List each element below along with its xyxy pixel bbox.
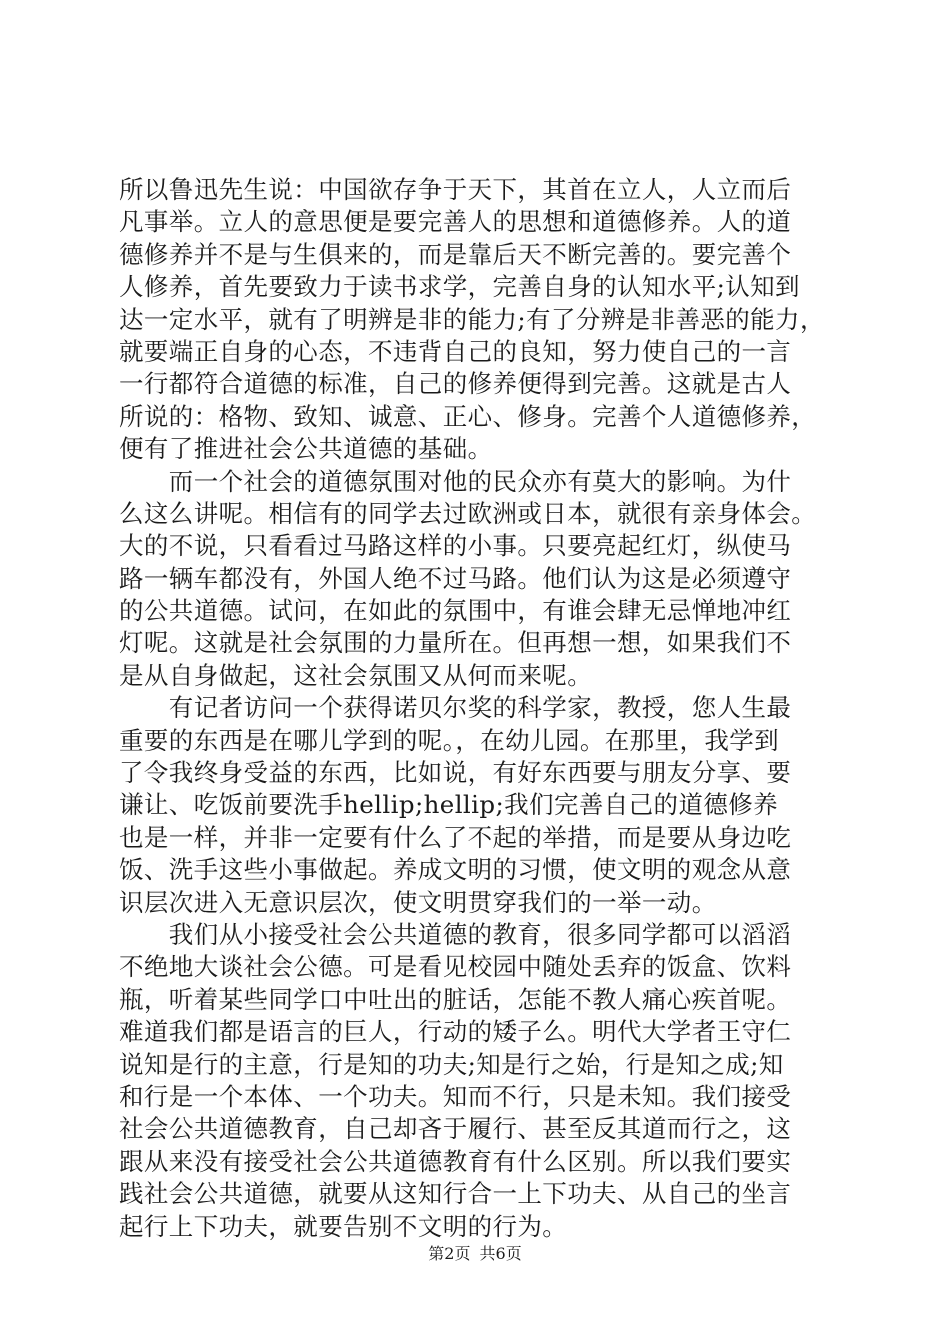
- text-line: 就要端正自身的心态，不违背自己的良知，努力使自己的一言: [119, 336, 792, 366]
- text-line: 瓶，听着某些同学口中吐出的脏话，怎能不教人痛心疾首呢。: [119, 984, 792, 1014]
- text-line: 的公共道德。试问，在如此的氛围中，有谁会肆无忌惮地冲红: [119, 596, 792, 626]
- text-line: 灯呢。这就是社会氛围的力量所在。但再想一想，如果我们不: [119, 628, 792, 658]
- text-line: 有记者访问一个获得诺贝尔奖的科学家，教授，您人生最: [119, 693, 792, 723]
- text-line: 识层次进入无意识层次，使文明贯穿我们的一举一动。: [119, 887, 717, 917]
- text-line: 跟从来没有接受社会公共道德教育有什么区别。所以我们要实: [119, 1146, 792, 1176]
- text-line: 难道我们都是语言的巨人，行动的矮子么。明代大学者王守仁: [119, 1017, 792, 1047]
- text-line: 起行上下功夫，就要告别不文明的行为。: [119, 1211, 568, 1241]
- text-line: 饭、洗手这些小事做起。养成文明的习惯，使文明的观念从意: [119, 855, 792, 885]
- text-line: 凡事举。立人的意思便是要完善人的思想和道德修养。人的道: [119, 207, 792, 237]
- text-line: 践社会公共道德，就要从这知行合一上下功夫、从自己的坐言: [119, 1179, 792, 1209]
- text-line: 大的不说，只看看过马路这样的小事。只要亮起红灯，纵使马: [119, 531, 792, 561]
- text-line: 也是一样，并非一定要有什么了不起的举措，而是要从身边吃: [119, 822, 792, 852]
- text-line: 谦让、吃饭前要洗手hellip;hellip;我们完善自己的道德修养: [119, 790, 779, 820]
- text-line: 德修养并不是与生俱来的，而是靠后天不断完善的。要完善个: [119, 239, 792, 269]
- text-line: 达一定水平，就有了明辨是非的能力;有了分辨是非善恶的能力，: [119, 304, 825, 334]
- text-line: 社会公共道德教育，自己却吝于履行、甚至反其道而行之，这: [119, 1114, 792, 1144]
- text-line: 说知是行的主意，行是知的功夫;知是行之始，行是知之成;知: [119, 1049, 784, 1079]
- body-text: [119, 174, 835, 1243]
- text-line: 重要的东西是在哪儿学到的呢。，在幼儿园。在那里，我学到: [119, 725, 780, 755]
- text-line: 人修养，首先要致力于读书求学，完善自身的认知水平;认知到: [119, 272, 800, 302]
- text-line: 了令我终身受益的东西，比如说，有好东西要与朋友分享、要: [119, 758, 792, 788]
- text-line: 我们从小接受社会公共道德的教育，很多同学都可以滔滔: [119, 919, 792, 949]
- text-line: 不绝地大谈社会公德。可是看见校园中随处丢弃的饭盒、饮料: [119, 952, 792, 982]
- text-line: 路一辆车都没有，外国人绝不过马路。他们认为这是必须遵守: [119, 563, 792, 593]
- text-line: 是从自身做起，这社会氛围又从何而来呢。: [119, 660, 593, 690]
- text-line: 么这么讲呢。相信有的同学去过欧洲或日本，就很有亲身体会。: [119, 498, 817, 528]
- page-total: 共6页: [479, 1244, 522, 1263]
- page-footer: [0, 1243, 950, 1265]
- text-line: 和行是一个本体、一个功夫。知而不行，只是未知。我们接受: [119, 1081, 792, 1111]
- text-line: 所以鲁迅先生说：中国欲存争于天下，其首在立人，人立而后: [119, 175, 792, 204]
- text-line: 而一个社会的道德氛围对他的民众亦有莫大的影响。为什: [119, 466, 792, 496]
- text-line: 一行都符合道德的标准，自己的修养便得到完善。这就是古人: [119, 369, 792, 399]
- page-number: 第2页: [428, 1244, 471, 1263]
- text-line: 便有了推进社会公共道德的基础。: [119, 434, 493, 464]
- text-line: 所说的：格物、致知、诚意、正心、修身。完善个人道德修养，: [119, 401, 817, 431]
